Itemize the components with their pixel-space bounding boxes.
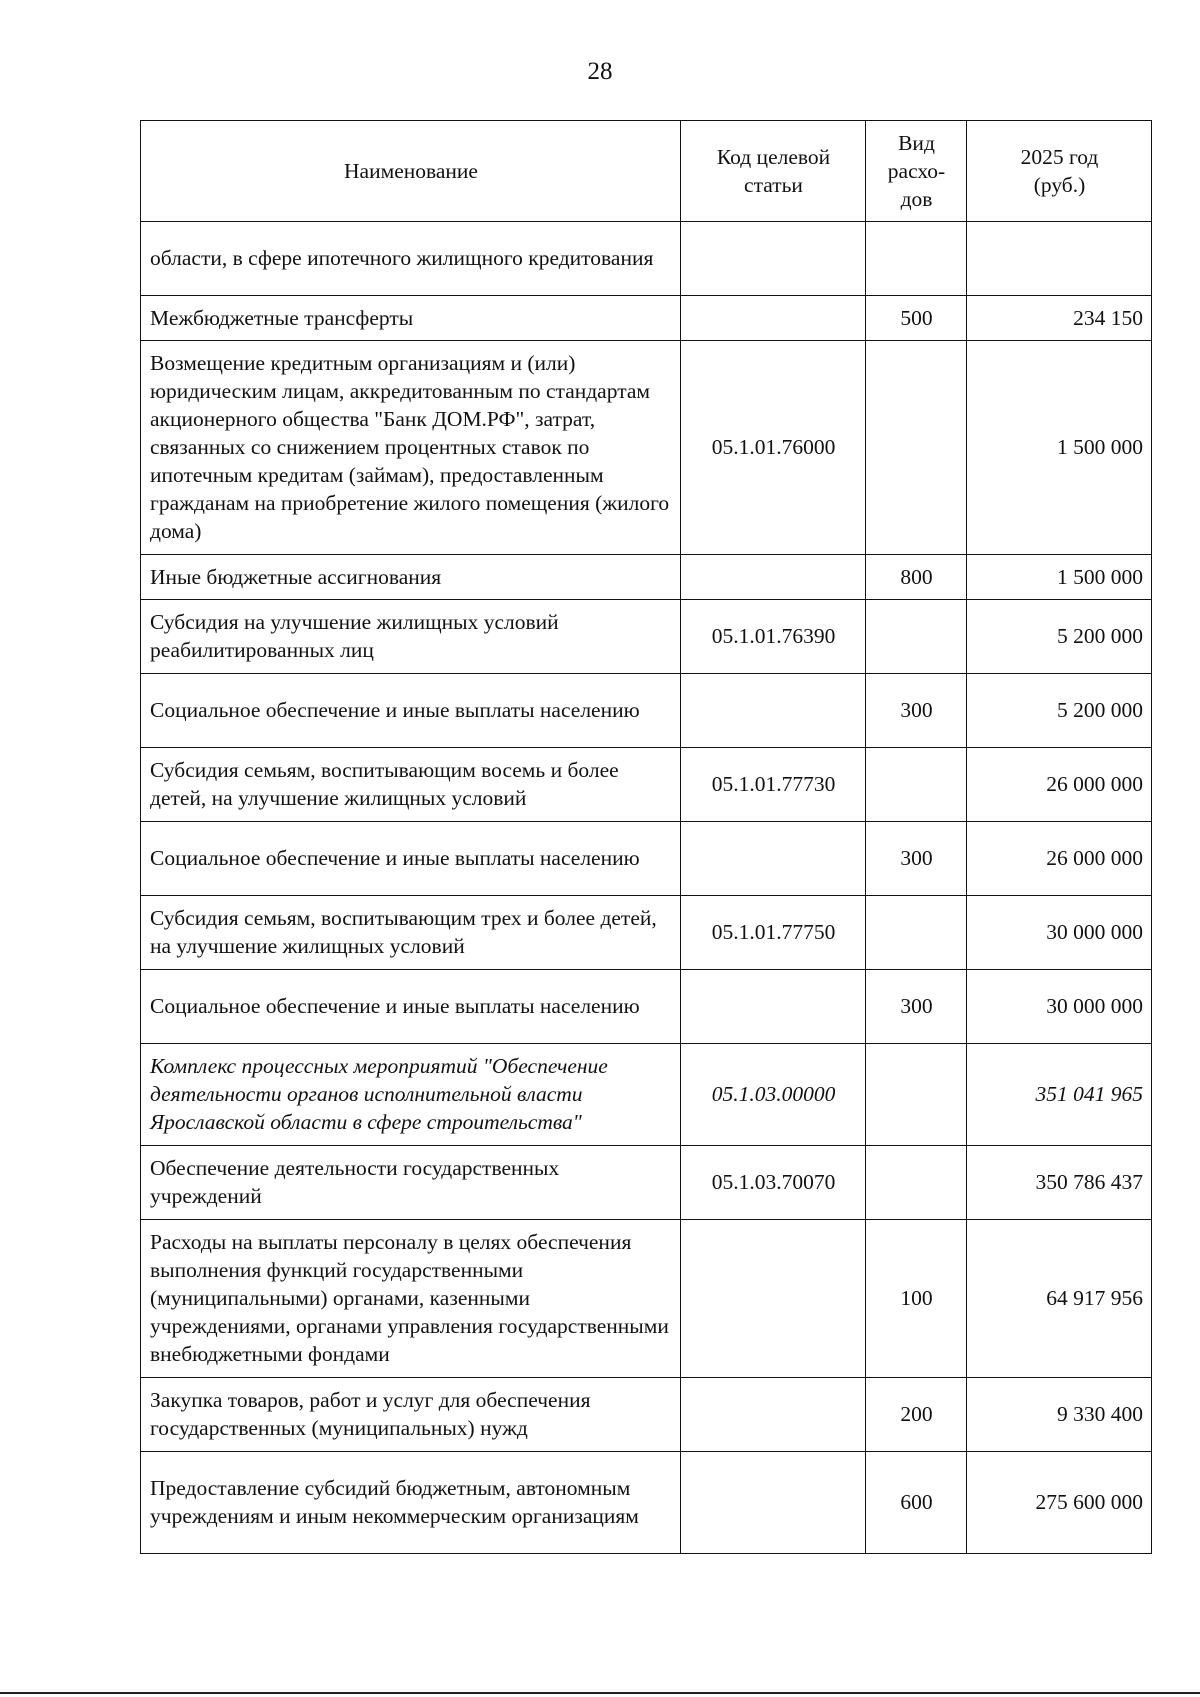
cell-code: 05.1.03.70070 [681,1146,866,1220]
cell-name: Субсидия семьям, воспитывающим восемь и более детей, на улучшение жилищных условий [141,748,681,822]
cell-name: Социальное обеспечение и иные выплаты населению [141,822,681,896]
cell-code [681,222,866,296]
table-row [141,555,1152,600]
cell-amount: 234 150 [967,296,1152,341]
cell-code [681,970,866,1044]
cell-name: Комплекс процессных мероприятий "Обеспечение деятельности органов исполнительной власти Ярославской области в сфере строительства" [141,1044,681,1146]
table-row [141,1378,1152,1452]
cell-code: 05.1.03.00000 [681,1044,866,1146]
cell-amount: 5 200 000 [967,600,1152,674]
cell-expense-type [866,600,967,674]
cell-code [681,1378,866,1452]
cell-expense-type: 500 [866,296,967,341]
header-name: Наименование [141,121,681,222]
table-row [141,674,1152,748]
header-amount: 2025 год (руб.) [967,121,1152,222]
cell-amount: 30 000 000 [967,970,1152,1044]
table-body [141,222,1152,1554]
cell-amount: 30 000 000 [967,896,1152,970]
cell-amount [967,222,1152,296]
cell-expense-type: 300 [866,674,967,748]
cell-expense-type: 200 [866,1378,967,1452]
cell-name: Межбюджетные трансферты [141,296,681,341]
table-row [141,600,1152,674]
budget-table [140,120,1152,1554]
cell-expense-type: 800 [866,555,967,600]
table-row [141,1220,1152,1378]
cell-expense-type [866,1044,967,1146]
cell-name: Закупка товаров, работ и услуг для обеспечения государственных (муниципальных) нужд [141,1378,681,1452]
page-bottom-edge [0,1692,1200,1694]
header-code: Код целевой статьи [681,121,866,222]
cell-amount: 64 917 956 [967,1220,1152,1378]
cell-amount: 9 330 400 [967,1378,1152,1452]
cell-expense-type: 300 [866,970,967,1044]
cell-name: Социальное обеспечение и иные выплаты населению [141,674,681,748]
cell-expense-type: 300 [866,822,967,896]
cell-name: области, в сфере ипотечного жилищного кредитования [141,222,681,296]
cell-code [681,674,866,748]
cell-amount: 26 000 000 [967,748,1152,822]
table-row [141,296,1152,341]
table-row [141,222,1152,296]
cell-amount: 351 041 965 [967,1044,1152,1146]
cell-code: 05.1.01.77750 [681,896,866,970]
cell-code [681,555,866,600]
cell-amount: 1 500 000 [967,555,1152,600]
table-row [141,748,1152,822]
cell-code [681,296,866,341]
cell-code [681,1220,866,1378]
cell-expense-type: 100 [866,1220,967,1378]
table-row [141,1146,1152,1220]
cell-expense-type: 600 [866,1452,967,1554]
cell-name: Социальное обеспечение и иные выплаты населению [141,970,681,1044]
cell-amount: 275 600 000 [967,1452,1152,1554]
table-row [141,896,1152,970]
table-row [141,970,1152,1044]
cell-expense-type [866,1146,967,1220]
cell-expense-type [866,341,967,555]
cell-code [681,1452,866,1554]
table-row [141,1452,1152,1554]
cell-name: Обеспечение деятельности государственных учреждений [141,1146,681,1220]
cell-code: 05.1.01.76390 [681,600,866,674]
header-type: Вид расхо- дов [866,121,967,222]
table-header-row [141,121,1152,222]
table-row [141,822,1152,896]
cell-name: Иные бюджетные ассигнования [141,555,681,600]
cell-name: Предоставление субсидий бюджетным, автономным учреждениям и иным некоммерческим организациям [141,1452,681,1554]
cell-amount: 26 000 000 [967,822,1152,896]
table-row [141,1044,1152,1146]
cell-name: Расходы на выплаты персоналу в целях обеспечения выполнения функций государственными (муниципальными) органами, казенными учреждениями, органами управления государственными внебюджетными фондами [141,1220,681,1378]
cell-amount: 1 500 000 [967,341,1152,555]
cell-expense-type [866,896,967,970]
cell-amount: 5 200 000 [967,674,1152,748]
cell-code [681,822,866,896]
cell-name: Субсидия на улучшение жилищных условий реабилитированных лиц [141,600,681,674]
cell-code: 05.1.01.76000 [681,341,866,555]
cell-expense-type [866,222,967,296]
page-number: 28 [587,58,613,85]
cell-amount: 350 786 437 [967,1146,1152,1220]
table-row [141,341,1152,555]
cell-name: Субсидия семьям, воспитывающим трех и более детей, на улучшение жилищных условий [141,896,681,970]
cell-name: Возмещение кредитным организациям и (или) юридическим лицам, аккредитованным по стандартам акционерного общества "Банк ДОМ.РФ", затрат, связанных со снижением процентных ставок по ипотечным кредитам (займам), предоставленным гражданам на приобретение жилого помещения (жилого дома) [141,341,681,555]
cell-expense-type [866,748,967,822]
cell-code: 05.1.01.77730 [681,748,866,822]
